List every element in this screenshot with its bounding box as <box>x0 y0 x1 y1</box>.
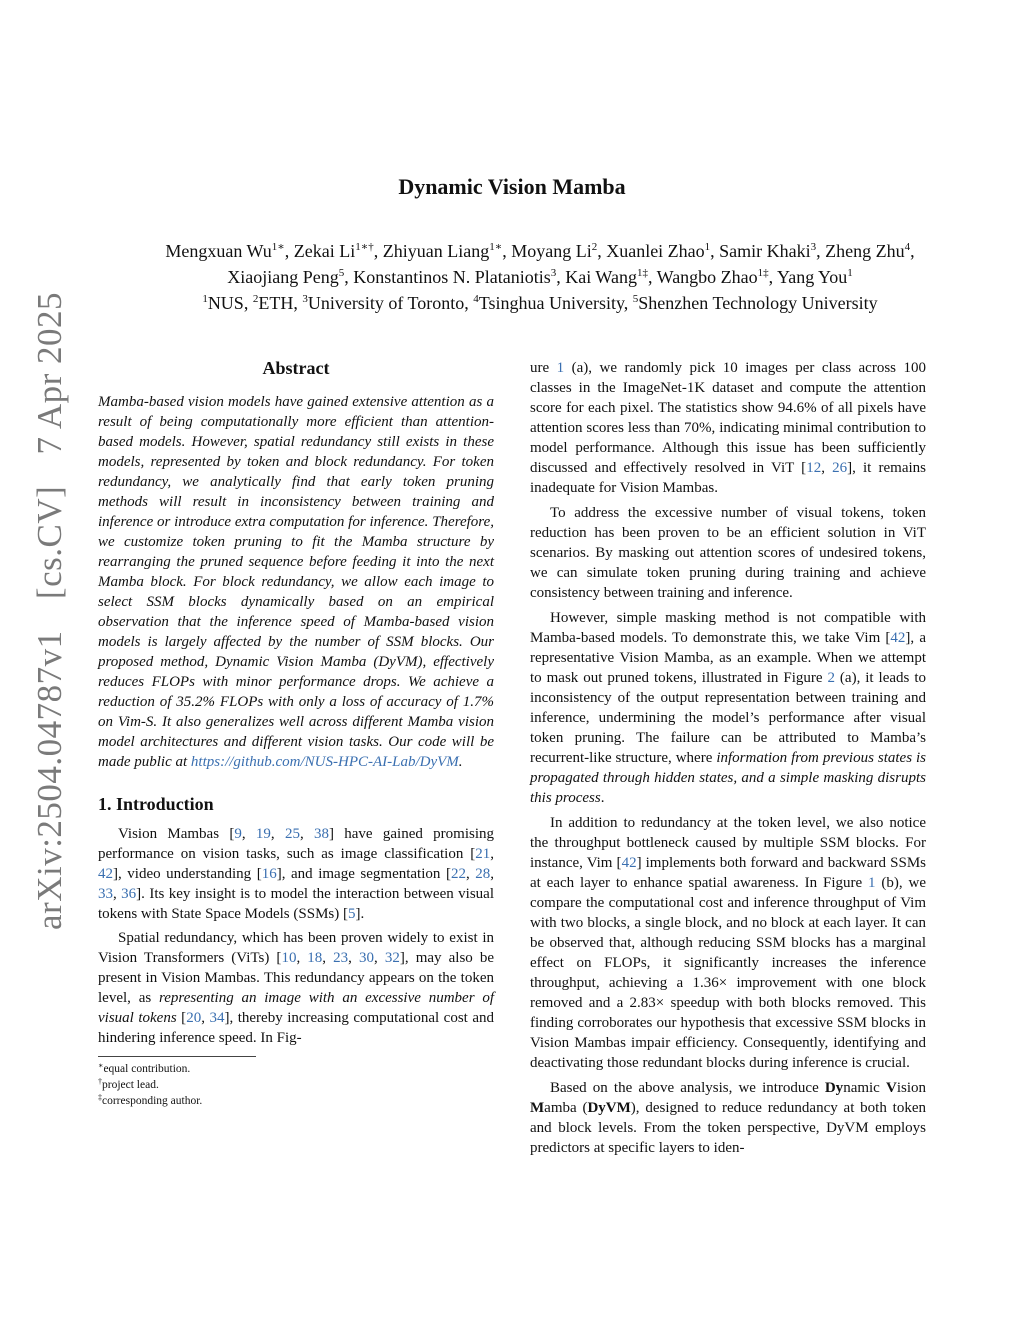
author-name: Xuanlei Zhao <box>606 241 705 261</box>
section-heading-introduction: 1. Introduction <box>98 794 214 814</box>
right-paragraph-3 <box>530 608 926 808</box>
author-name: Zhiyuan Liang <box>382 241 490 261</box>
citation-link[interactable]: 42 <box>890 630 906 646</box>
right-paragraph-1: ure 1 (a), we randomly pick 10 images per class across 100 classes in the ImageNet-1K dataset and compute the attention score for each pixel. The statistics show 94.6% of all pixels have attention scores less than 70%, indicating minimal contribution to model performance. Although this issue has been sufficiently discussed and effectively resolved in ViT [12, 26], it remains inadequate for Vision Mambas. <box>530 360 926 496</box>
citation-link[interactable]: 21 <box>475 846 491 862</box>
abstract-heading: Abstract <box>262 358 330 378</box>
citation-link[interactable]: 33 <box>98 886 113 902</box>
author-mark: 1‡ <box>636 267 648 279</box>
citation-link[interactable]: 10 <box>281 950 297 966</box>
citation-link[interactable]: 30 <box>359 950 375 966</box>
author-name: Kai Wang <box>565 267 637 287</box>
author-block <box>80 238 1000 316</box>
emphasis-text: representing an image with an excessive number of visual tokens <box>98 990 494 1026</box>
citation-link[interactable]: 16 <box>261 866 277 882</box>
author-mark: 3 <box>810 241 817 253</box>
figure-link[interactable]: 1 <box>868 875 876 891</box>
affil-mark: 1 <box>202 293 208 305</box>
affil-name: Shenzhen Technology University <box>638 293 878 313</box>
author-mark: 4 <box>904 241 911 253</box>
affil-name: NUS <box>207 293 244 313</box>
citation-link[interactable]: 42 <box>621 855 637 871</box>
author-mark: 3 <box>550 267 557 279</box>
bold-text: V <box>885 1080 897 1096</box>
affil-name: ETH <box>258 293 294 313</box>
author-mark: 1 <box>847 267 853 279</box>
footnote-text: corresponding author. <box>102 1095 203 1107</box>
abstract-body: Mamba-based vision models have gained extensive attention as a result of being computationally more efficient than attention-based models. However, spatial redundancy still exists in these models, represented by token and block redundancy. For token redundancy, we analytically find that early token pruning methods will result in inconsistency between training and inference or introduce extra computation for inference. Therefore, we customize token pruning to fit the Mamba structure by rearranging the pruned sequence before feeding it into the next Mamba block. For block redundancy, we allow each image to select SSM blocks dynamically based on an empirical observation that the inference speed of Mamba-based vision models is largely affected by the number of SSM blocks. Our proposed method, Dynamic Vision Mamba (DyVM), effectively reduces FLOPs with minor performance drops. We achieve a reduction of 35.2% FLOPs with only a loss of accuracy of 1.7% on Vim-S. It also generalizes well across different Mamba vision model architectures and different vision tasks. Our code will be made public at <box>98 394 494 770</box>
footnote <box>98 1061 494 1077</box>
footnote-mark: ‡ <box>98 1093 102 1102</box>
paper-title: Dynamic Vision Mamba <box>398 174 626 199</box>
figure-link[interactable]: 1 <box>556 360 565 376</box>
author-name: Samir Khaki <box>719 241 811 261</box>
footnote-mark: ∗ <box>98 1061 104 1070</box>
author-name: Wangbo Zhao <box>656 267 758 287</box>
citation-link[interactable]: 20 <box>186 1010 202 1026</box>
text-run: [ <box>176 1010 187 1026</box>
text-run: ] have gained promising performance on vision tasks, such as image classification [ <box>98 826 494 862</box>
intro-paragraph-1: Vision Mambas [9, 19, 25, 38] have gained promising performance on vision tasks, such as image classification [21, 42], video understanding [16], and image segmentation [22, 28, 33, 36]. Its key insight is to model the interaction between visual tokens with State Space Models (SSMs) [5]. <box>98 826 494 922</box>
text-run: ], video understanding [ <box>113 866 262 882</box>
text-run: ]. Its key insight is to model the interaction between visual tokens with State Space Models (SSMs) [ <box>98 886 494 922</box>
text-run: (a), it leads to inconsistency of the output representation between training and inference, undermining the model’s performance after visual token pruning. The failure can be attributed to Mamba’s recurrent-like structure, where <box>530 670 926 766</box>
author-line-2: Xiaojiang Peng$^5$, Konstantinos N. Plataniotis$^3$, Kai Wang$^{1\ddagger}$, Wangbo Zhao$^{1\ddagger}$, Yang You$^1$ <box>227 267 853 287</box>
citation-link[interactable]: 28 <box>475 866 491 882</box>
affiliation-line: $^1$NUS, $^2$ETH, $^3$University of Toronto, $^4$Tsinghua University, $^5$Shenzhen Technology University <box>202 293 878 313</box>
citation-link[interactable]: 18 <box>307 950 323 966</box>
left-column <box>98 358 494 1109</box>
text-run: (a), we randomly pick 10 images per class across 100 classes in the ImageNet-1K dataset and compute the attention score for each pixel. The statistics show 94.6% of all pixels have attention scores less than 70%, indicating minimal contribution to model performance. Although this issue has been sufficiently discussed and effectively resolved in ViT [ <box>530 360 926 476</box>
text-run: ], a representative Vision Mamba, as an example. When we attempt to mask out pruned tokens, illustrated in Figure <box>530 630 926 686</box>
text-run: In addition to redundancy at the token level, we also notice the throughput bottleneck caused by multiple SSM blocks. For instance, Vim [ <box>530 815 926 871</box>
emphasis-text: information from previous states is propagated through hidden states, and a simple masking disrupts this process <box>530 750 926 806</box>
abstract-text <box>98 392 494 772</box>
author-line-1: Mengxuan $Wu^{1∗}$, Zekai $Li^{1∗\dagger}$, Zhiyuan Liang$^{1∗}$, Moyang Li$^2$, Xuanlei Zhao$^1$, Samir Khaki$^3$, Zheng Zhu$^4$, <box>165 241 915 261</box>
affil-mark: 2 <box>252 293 259 305</box>
citation-link[interactable]: 19 <box>255 826 271 842</box>
footnote <box>98 1077 494 1093</box>
author-mark: 1‡ <box>757 267 769 279</box>
citation-link[interactable]: 9 <box>234 826 242 842</box>
author-mark: 1∗ <box>271 241 285 253</box>
arxiv-id: arXiv:2504.04787v1 <box>30 630 69 930</box>
text-run: ], and image segmentation [ <box>276 866 451 882</box>
citation-link[interactable]: 26 <box>832 460 848 476</box>
code-link[interactable]: https://github.com/NUS-HPC-AI-Lab/DyVM <box>190 754 459 770</box>
text-run: ision <box>896 1080 926 1096</box>
figure-link[interactable]: 2 <box>827 670 835 686</box>
right-paragraph-5 <box>530 1078 926 1158</box>
text-run: Vision Mambas [ <box>118 826 235 842</box>
footnote-divider <box>98 1056 256 1057</box>
text-run: amba ( <box>544 1100 588 1116</box>
affil-name: Tsinghua University <box>478 293 624 313</box>
right-paragraph-2: To address the excessive number of visual tokens, token reduction has been proven to be an efficient solution in ViT scenarios. By masking out attention scores of undesired tokens, we can simulate token pruning during training and achieve consistency between training and inference. <box>530 505 926 601</box>
text-run: (b), we compare the computational cost and inference throughput of Vim with two blocks, a single block, and no block at each layer. It can be observed that, although reducing SSM blocks has a marginal effect on FLOPs, it significantly increases the inference throughput, achieving a 1.36× improvement with one block removed and a 2.83× speedup with both blocks removed. This finding corroborates our hypothesis that excessive SSM blocks in Vision Mambas impair efficiency. Consequently, identifying and deactivating those redundant blocks during inference is crucial. <box>530 875 926 1071</box>
text-run: Spatial redundancy, which has been proven widely to exist in Vision Transformers (ViTs) [ <box>98 930 494 966</box>
author-mark: 1∗ <box>489 241 503 253</box>
footnote-mark: † <box>98 1077 102 1086</box>
text-run: Based on the above analysis, we introduce <box>550 1080 825 1096</box>
bold-text: Dy <box>824 1080 844 1096</box>
citation-link[interactable]: 36 <box>121 886 137 902</box>
arxiv-category: [cs.CV] <box>30 485 69 600</box>
citation-link[interactable]: 34 <box>209 1010 225 1026</box>
text-run: ] implements both forward and backward SSMs at each layer to enhance spatial awareness. In Figure <box>530 855 927 891</box>
affil-name: University of Toronto <box>307 293 465 313</box>
affil-mark: 5 <box>632 293 639 305</box>
footnote-text: equal contribution. <box>103 1063 191 1075</box>
text-run: ]. <box>355 906 365 922</box>
bold-text: M <box>530 1100 545 1116</box>
author-name: Yang You <box>777 267 848 287</box>
author-name: Moyang Li <box>511 241 592 261</box>
citation-link[interactable]: 12 <box>806 460 822 476</box>
citation-link[interactable]: 5 <box>347 906 356 922</box>
citation-link[interactable]: 32 <box>384 950 400 966</box>
footnote <box>98 1093 494 1109</box>
arxiv-stamp <box>30 291 74 930</box>
citation-link[interactable]: 23 <box>333 950 349 966</box>
author-mark: 1 <box>704 241 711 253</box>
citation-link[interactable]: 38 <box>313 826 329 842</box>
text-run: ], thereby increasing computational cost and hindering inference speed. In Fig- <box>98 1010 495 1046</box>
author-mark: 1∗† <box>355 241 374 253</box>
author-name: Zekai Li <box>293 241 356 261</box>
arxiv-date: 7 Apr 2025 <box>30 291 69 455</box>
text-run: However, simple masking method is not compatible with Mamba-based models. To demonstrate this, we take Vim [ <box>530 610 926 646</box>
right-column <box>530 358 926 1158</box>
intro-paragraph-2: Spatial redundancy, which has been proven widely to exist in Vision Transformers (ViTs) [10, 18, 23, 30, 32], may also be present in Vision Mambas. This redundancy appears on the token level, as representing an image with an excessive number of visual tokens [20, 34], thereby increasing computational cost and hindering inference speed. In Fig- <box>98 930 495 1046</box>
text-run: ), designed to reduce redundancy at both token and block levels. From the token perspective, DyVM employs predictors at specific layers to iden- <box>530 1100 926 1156</box>
abstract-end: . <box>458 754 463 770</box>
citation-link[interactable]: 25 <box>284 826 300 842</box>
author-name: Mengxuan Wu <box>165 241 272 261</box>
text-run: ], may also be present in Vision Mambas. This redundancy appears on the token level, as <box>98 950 495 1006</box>
text-run: ure <box>530 360 557 376</box>
citation-link[interactable]: 42 <box>98 866 113 882</box>
author-name: Zheng Zhu <box>825 241 905 261</box>
citation-link[interactable]: 22 <box>450 866 466 882</box>
affil-mark: 3 <box>302 293 308 305</box>
affil-mark: 4 <box>473 293 479 305</box>
text-run: . <box>600 790 605 806</box>
bold-text: DyVM <box>587 1100 631 1116</box>
right-paragraph-4 <box>530 813 926 1073</box>
footnotes <box>98 1061 494 1109</box>
author-mark: 2 <box>591 241 598 253</box>
footnote-text: project lead. <box>102 1079 159 1091</box>
text-run: namic <box>843 1080 886 1096</box>
text-run: ], it remains inadequate for Vision Mambas. <box>530 460 926 496</box>
author-name: Konstantinos N. Plataniotis <box>353 267 551 287</box>
author-name: Xiaojiang Peng <box>227 267 339 287</box>
author-mark: 5 <box>338 267 345 279</box>
